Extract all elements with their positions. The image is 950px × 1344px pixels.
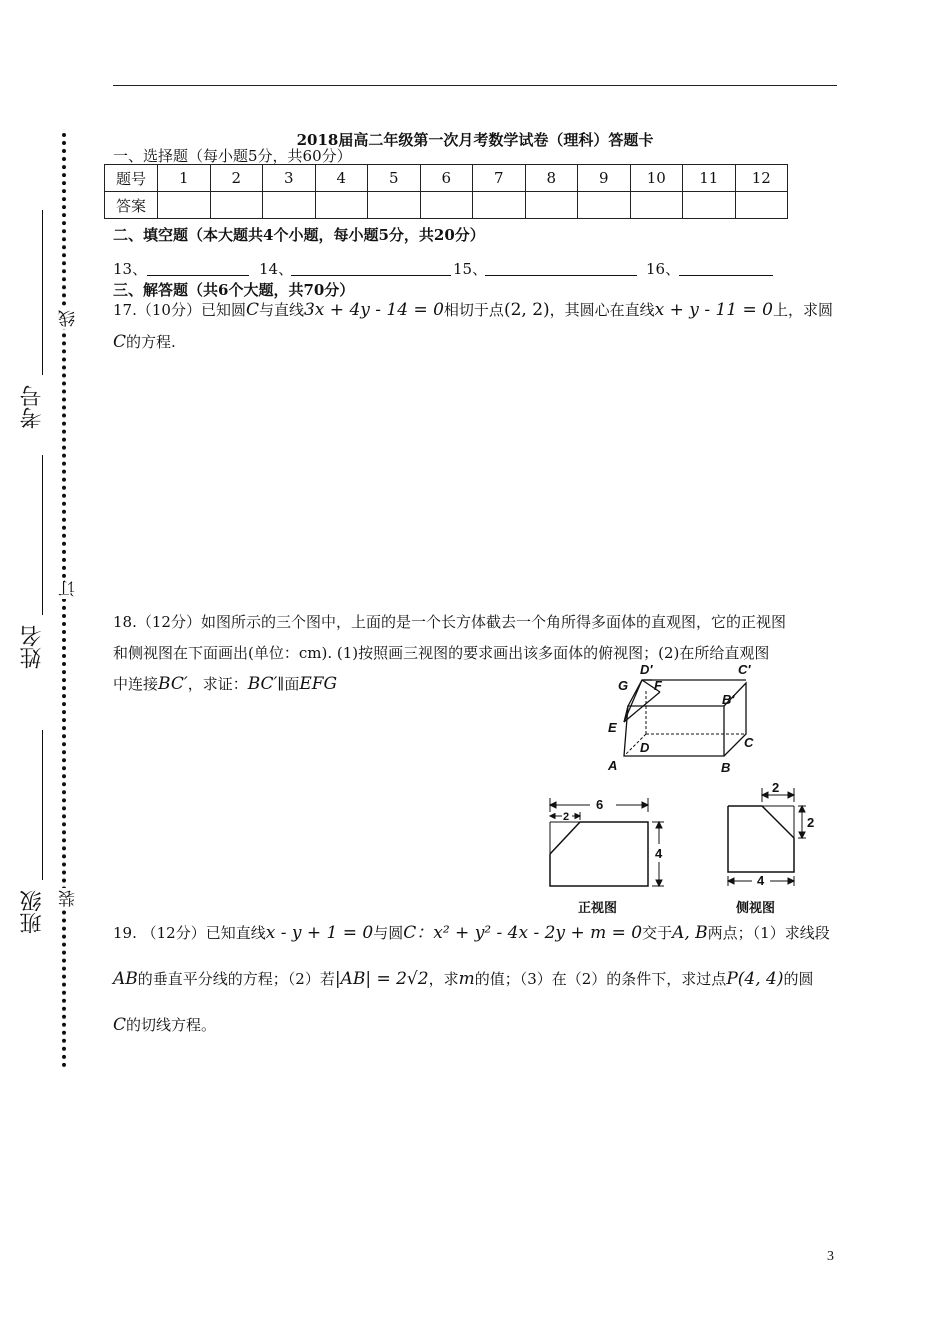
answer-cell[interactable] [368,192,421,219]
blank-13-field[interactable] [147,275,249,276]
q18-segment-bc: BC′ [158,674,188,694]
side-width-label: 4 [757,873,765,888]
q19-text: 交于 [642,924,673,942]
label-d1: D′ [640,662,653,677]
front-width-label: 6 [596,797,604,812]
q19-text: 的圆 [783,970,814,988]
q18-segment-bc: BC′ [247,674,278,694]
q19-text: 的垂直平分线的方程；（2）若 [137,970,335,988]
blank-label-15: 15、 [453,260,488,278]
binding-ding: 订 [56,578,81,599]
q17-line-equation: 3x + 4y - 14 = 0 [303,300,444,320]
header-rule [113,85,837,86]
answer-cell[interactable] [735,192,788,219]
fill-blank-row [113,258,833,280]
binding-dotted-line [62,133,66,1068]
label-d: D [640,740,650,755]
label-b: B [721,760,731,775]
question-number: 1 [158,165,211,192]
q17-text: 上，求圆 [772,301,833,319]
q17-text: 与直线 [258,301,304,319]
q17-circle-symbol: C [245,300,259,320]
question-number: 4 [315,165,368,192]
question-number: 5 [368,165,421,192]
label-c1: C′ [738,662,751,677]
blank-label-13: 13、 [113,260,148,278]
question-number: 3 [263,165,316,192]
question-number: 11 [683,165,736,192]
q17-text: 相切于点 [443,301,504,319]
front-view-figure [540,790,680,918]
class-field[interactable] [42,730,43,880]
q19-ab-length: |AB| = 2√2 [334,969,429,989]
q19-text: 19. （12分）已知直线 [113,924,266,942]
side-view-caption: 侧视图 [736,900,776,915]
question-number: 6 [420,165,473,192]
q19-text: 的切线方程。 [126,1016,217,1034]
answer-cell[interactable] [473,192,526,219]
question-number: 7 [473,165,526,192]
question-number: 9 [578,165,631,192]
label-a: A [608,758,618,773]
q17-text: 的方程. [126,333,176,351]
section1-heading: 一、选择题（每小题5分，共60分） [113,147,352,165]
q17-text: ，其圆心在直线 [549,301,655,319]
q19-text: ，求 [428,970,459,988]
q17-center-line: x + y - 11 = 0 [654,300,773,320]
q18-text: 18.（12分）如图所示的三个图中，上面的是一个长方体截去一个角所得多面体的直观图，它的正视图 [113,613,786,631]
q19-circle-symbol: C [113,1015,127,1035]
blank-label-16: 16、 [646,260,681,278]
box-front-face [624,706,724,756]
label-f: F [654,678,662,693]
q17-text: 17.（10分）已知圆 [113,301,246,319]
q18-text: ，求证： [187,675,248,693]
class-label: 班级 [20,890,45,934]
side-right-label: 2 [807,815,815,830]
q19-circle-symbol: C [403,923,417,943]
q18-text: 和侧视图在下面画出(单位：cm). (1)按照画三视图的要求画出该多面体的俯视图；(2)在所给直观图 [113,644,770,662]
q19-line-equation: x - y + 1 = 0 [265,923,374,943]
label-c: C [744,735,754,750]
number-label: 考号 [20,385,45,429]
q18-text: 中连接 [113,675,159,693]
answer-cell[interactable] [420,192,473,219]
section3-heading: 三、解答题（共6个大题，共70分） [113,281,355,299]
answer-cell[interactable] [210,192,263,219]
row-label-answer: 答案 [105,192,158,219]
q19-segment-ab: AB [113,969,138,989]
front-view-outline [550,822,648,886]
table-row-answers [105,192,788,219]
answer-cell[interactable] [578,192,631,219]
answer-cell[interactable] [525,192,578,219]
answer-cell[interactable] [263,192,316,219]
front-view-caption: 正视图 [578,900,618,915]
q19-text: 与圆 [373,924,404,942]
question-number: 2 [210,165,263,192]
front-height-label: 4 [655,846,663,861]
page-title: 2018届高二年级第一次月考数学试卷（理科）答题卡 [296,131,654,149]
perspective-figure [600,660,760,776]
question-number: 12 [735,165,788,192]
side-view-figure [718,778,828,918]
side-top-label: 2 [772,780,780,795]
q19-circle-equation: ：x² + y² - 4x - 2y + m = 0 [416,923,643,943]
label-e: E [608,720,617,735]
q18-plane-efg: EFG [299,674,338,694]
front-cut-label: 2 [563,811,570,823]
name-field[interactable] [42,455,43,615]
row-label-question: 题号 [105,165,158,192]
answer-cell[interactable] [630,192,683,219]
q18-text: ∥面 [277,675,300,693]
blank-16-field[interactable] [679,275,773,276]
q19-text: 的值；（3）在（2）的条件下，求过点 [474,970,727,988]
question-number: 10 [630,165,683,192]
answer-cell[interactable] [683,192,736,219]
page-number: 3 [827,1249,834,1264]
blank-15-field[interactable] [485,275,637,276]
question-17 [113,294,838,358]
q17-point: (2, 2) [503,300,550,320]
answer-cell[interactable] [315,192,368,219]
label-g: G [618,678,629,693]
answer-cell[interactable] [158,192,211,219]
side-view-outline [728,806,794,872]
number-field[interactable] [42,210,43,375]
table-row-numbers [105,165,788,192]
binding-xian: 线 [56,308,81,329]
binding-zhuang: 装 [56,888,81,909]
q19-point-p: P(4, 4) [726,969,784,989]
q19-points-ab: A, B [672,923,708,943]
blank-14-field[interactable] [291,275,451,276]
label-b1: B′ [722,692,735,707]
blank-label-14: 14、 [259,260,294,278]
question-19 [113,910,838,1048]
q19-text: 两点；（1）求线段 [707,924,830,942]
answer-table [104,164,788,219]
question-number: 8 [525,165,578,192]
name-label: 姓名 [20,625,45,669]
q17-circle-symbol: C [113,332,127,352]
q19-m-symbol: m [458,969,475,989]
section2-heading: 二、填空题（本大题共4个小题，每小题5分，共20分） [113,226,485,244]
